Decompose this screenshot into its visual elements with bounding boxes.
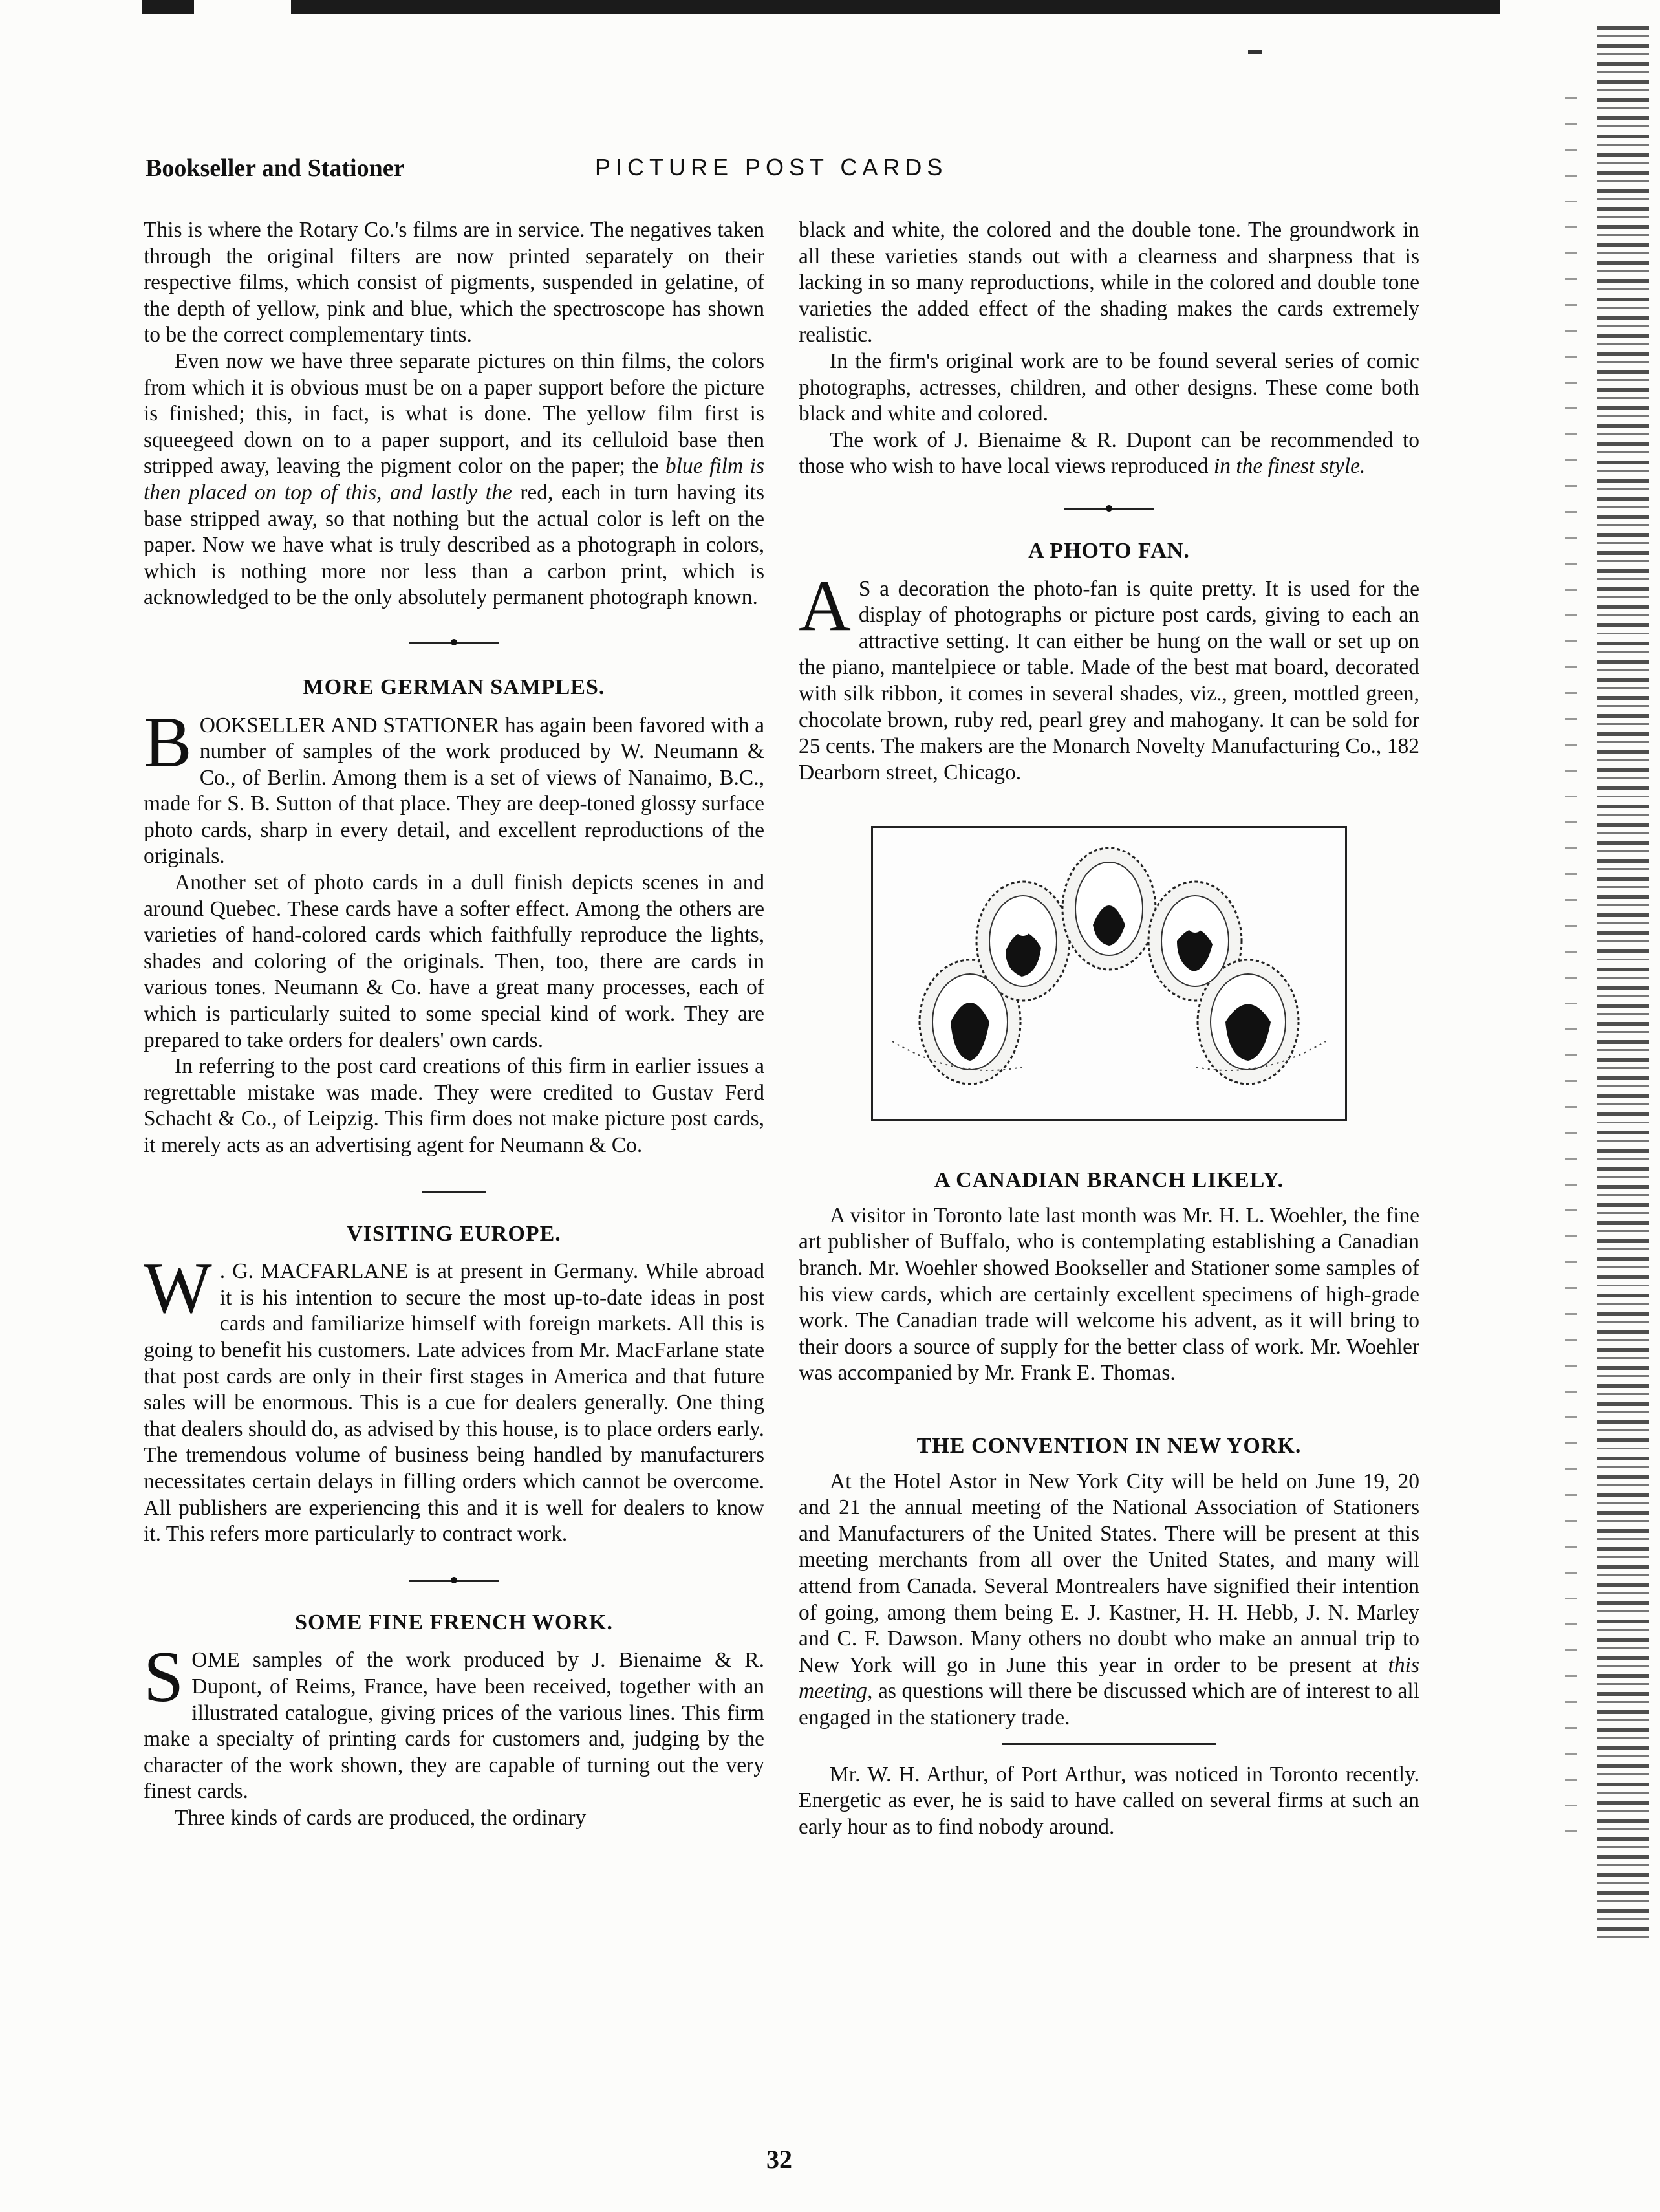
drop-cap: W: [144, 1248, 212, 1329]
right-column: [799, 217, 1419, 1840]
paragraph: In referring to the post card creations of this firm in earlier issues a regrettable mistake was made. They were credited to Gustav Ferd Schacht & Co., of Leipzig. This firm does not make picture post cards, it merely acts as an advertising agent for Neumann & Co.: [144, 1054, 764, 1157]
scan-smudge: [1248, 50, 1262, 54]
italic-text: this meeting,: [799, 1653, 1419, 1704]
paragraph: In the firm's original work are to be found several series of comic photographs, actresses, children, and other designs. These come both black and white and colored.: [799, 349, 1419, 426]
heading-some-fine-french-work: SOME FINE FRENCH WORK.: [295, 1610, 613, 1634]
page-number: 32: [766, 2145, 792, 2174]
heading-the-convention-in-new-york: THE CONVENTION IN NEW YORK.: [916, 1434, 1302, 1458]
italic-text: blue film is then placed on top of this, and lastly the: [144, 454, 765, 504]
paragraph-text: Even now we have three separate pictures on thin films, the colors from which it is obvious must be on a paper support before the picture is finished; this, in fact, is what is done. The yellow film first is squeegeed down on to a paper support, and its celluloid base then stripped away, leaving the pigment color on the paper; the: [144, 349, 764, 479]
paragraph: black and white, the colored and the double tone. The groundwork in all these varieties stands out with a clearness and sharpness that is lacking in so many reproductions, while in the colored and double tone varieties the added effect of the shading makes the cards extremely realistic.: [799, 218, 1419, 347]
paragraph: Another set of photo cards in a dull finish depicts scenes in and around Quebec. These cards have a softer effect. Among the others are varieties of hand-colored cards which faithfully reproduce the lights, shades and coloring of the originals. Then, too, there are cards in various tones. Neumann & Co. have a great many processes, each of which is particularly suited to some special kind of work. They are prepared to take orders for dealers' own cards.: [144, 871, 764, 1052]
photo-fan-image: [873, 828, 1345, 1119]
scan-border-gap: [194, 0, 291, 14]
paragraph: [144, 349, 764, 611]
paragraph-text: . G. MACFARLANE is at present in Germany. While abroad it is his intention to secure the most up-to-date ideas in post cards and familiarize himself with foreign markets. All this is going to benefit his customers. Late advices from Mr. MacFarlane state that post cards are only in their first stages in America and that future sales will be enormous. This is a cue for dealers generally. One thing that dealers should do, as advised by this house, is to place orders early. The tremendous volume of business being handled by manufacturers necessitates certain delays in filling orders which cannot be overcome. All publishers are experiencing this and it is well for dealers to know it. This refers more particularly to contract work.: [144, 1259, 764, 1546]
paragraph-text: S a decoration the photo-fan is quite pretty. It is used for the display of photographs or picture post cards, giving to each an attractive setting. It can either be hung on the wall or set up on the piano, mantelpiece or table. Made of the best mat board, decorated with silk ribbon, it comes in several shades, viz., green, mottled green, chocolate brown, ruby red, pearl grey and mahogany. It can be sold for 25 cents. The makers are the Monarch Novelty Manufacturing Co., 182 Dearborn street, Chicago.: [799, 576, 1419, 785]
drop-cap: S: [144, 1637, 184, 1718]
paragraph-text: OME samples of the work produced by J. Bienaime & R. Dupont, of Reims, France, have been received, together with an illustrated catalogue, giving prices of the various lines. This firm make a specialty of printing cards for customers and, judging by the character of the work shown, they are capable of turning out the very finest cards.: [144, 1648, 764, 1804]
scan-right-edge-noise-inner: [1565, 97, 1577, 1843]
scan-top-border: [142, 0, 1500, 14]
drop-cap: B: [144, 702, 192, 783]
paragraph-text: red, each in turn having its base stripped away, so that nothing but the actual color is left on the paper. Now we have what is truly described as a photograph in colors, which is nothing more nor less than a carbon print, which is acknowledged to be the only absolutely permanent photograph known.: [144, 480, 764, 610]
paragraph: A visitor in Toronto late last month was Mr. H. L. Woehler, the fine art publisher of Buffalo, who is contemplating establishing a Canadian branch. Mr. Woehler showed Bookseller and Stationer some samples of his view cards, which are certainly excellent specimens of high-grade work. The Canadian trade will welcome his advent, as it will bring to their doors a source of supply for the better class of work. Mr. Woehler was accompanied by Mr. Frank E. Thomas.: [799, 1203, 1419, 1385]
italic-text: in the finest style.: [1213, 454, 1366, 479]
running-head-section: PICTURE POST CARDS: [595, 154, 948, 180]
section-ornament: [144, 633, 764, 653]
heading-a-photo-fan: A PHOTO FAN.: [1028, 538, 1190, 563]
drop-cap: A: [799, 565, 851, 646]
heading-visiting-europe: VISITING EUROPE.: [347, 1221, 561, 1246]
paragraph-text: The work of J. Bienaime & R. Dupont can be recommended to those who wish to have local views reproduced: [799, 428, 1419, 479]
running-head-publication: Bookseller and Stationer: [146, 155, 405, 182]
photo-fan-illustration: [871, 826, 1347, 1121]
left-column: [144, 217, 764, 1831]
paragraph-dropcap: [144, 1248, 764, 1548]
heading-more-german-samples: MORE GERMAN SAMPLES.: [303, 675, 605, 699]
heading-a-canadian-branch-likely: A CANADIAN BRANCH LIKELY.: [934, 1168, 1284, 1193]
section-ornament: [144, 1571, 764, 1590]
paragraph-text: At the Hotel Astor in New York City will be held on June 19, 20 and 21 the annual meeting of the National Association of Stationers and Manufacturers of the United States. There will be present at this meeting merchants from all over the United States, and many will attend from Canada. Several Montrealers have signified their intention of going, among them being E. J. Kastner, H. H. Hebb, J. N. Marley and C. F. Dawson. Many others no doubt who make an annual trip to New York will go in June this year in order to be present at: [799, 1469, 1419, 1677]
paragraph: [799, 428, 1419, 480]
paragraph: Mr. W. H. Arthur, of Port Arthur, was noticed in Toronto recently. Energetic as ever, he is said to have called on several firms at such an early hour as to find nobody around.: [799, 1762, 1419, 1839]
paragraph: [799, 1469, 1419, 1731]
paragraph-dropcap: [799, 565, 1419, 786]
paragraph-dropcap: [144, 702, 764, 871]
scan-right-edge-noise: [1597, 26, 1649, 1940]
paragraph-text: OOKSELLER AND STATIONER has again been favored with a number of samples of the work produced by W. Neumann & Co., of Berlin. Among them is a set of views of Nanaimo, B.C., made for S. B. Sutton of that place. They are deep-toned glossy surface photo cards, sharp in every detail, and excellent reproductions of the originals.: [144, 713, 764, 869]
paragraph-text: as questions will there be discussed which are of interest to all engaged in the stationery trade.: [799, 1679, 1419, 1729]
section-ornament: [144, 1182, 764, 1202]
paragraph-dropcap: [144, 1637, 764, 1805]
section-divider: [1002, 1743, 1216, 1745]
paragraph: This is where the Rotary Co.'s films are in service. The negatives taken through the original filters are now printed separately on their respective films, which consist of pigments, suspended in gelatine, of the depth of yellow, pink and blue, which the spectroscope has shown to be the correct complementary tints.: [144, 218, 764, 347]
section-ornament: [799, 499, 1419, 519]
paragraph: Three kinds of cards are produced, the ordinary: [175, 1805, 587, 1830]
